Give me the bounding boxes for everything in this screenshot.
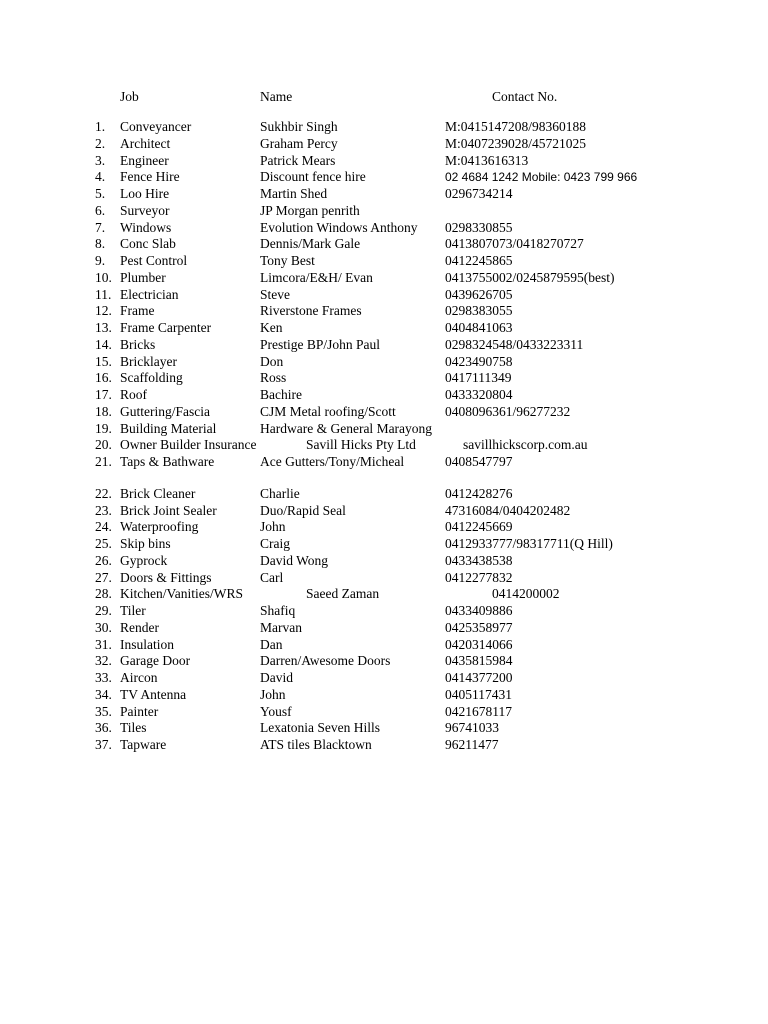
- row-number: 13.: [95, 320, 112, 335]
- row-contact: 96741033: [445, 720, 499, 736]
- row-job: Windows: [120, 219, 172, 235]
- row-job: Brick Joint Sealer: [120, 502, 217, 518]
- row-job: Frame: [120, 303, 155, 319]
- row-contact: 0414200002: [492, 586, 560, 602]
- row-name: Dennis/Mark Gale: [260, 236, 361, 252]
- row-name: Discount fence hire: [260, 169, 366, 185]
- row-contact: 0412428276: [445, 485, 513, 501]
- row-contact: M:0415147208/98360188: [445, 119, 587, 134]
- row-number: 12.: [95, 303, 112, 319]
- row-contact: 0433438538: [445, 552, 513, 568]
- contact-list: [0, 119, 768, 754]
- row-contact: 0414377200: [445, 670, 513, 685]
- row-number: 19.: [95, 420, 112, 436]
- row-job: Kitchen/Vanities/WRS: [120, 586, 243, 602]
- row-name: Bachire: [260, 387, 302, 402]
- row-number: 24.: [95, 519, 112, 535]
- row-number: 8.: [95, 236, 106, 252]
- row-contact: 0298383055: [445, 303, 513, 319]
- row-number: 16.: [95, 370, 112, 386]
- table-row: [0, 387, 768, 404]
- header-job: Job: [120, 89, 139, 104]
- row-contact: 0298324548/0433223311: [445, 336, 584, 352]
- row-job: Conc Slab: [120, 236, 176, 252]
- row-job: Architect: [120, 135, 171, 151]
- row-contact: 0412245669: [445, 519, 513, 535]
- table-row: [0, 603, 768, 620]
- row-name: Tony Best: [260, 253, 315, 268]
- row-name: Sukhbir Singh: [260, 119, 338, 134]
- row-contact: 0423490758: [445, 353, 513, 369]
- row-contact: 02 4684 1242 Mobile: 0423 799 966: [445, 170, 638, 185]
- row-name: Evolution Windows Anthony: [260, 219, 418, 235]
- table-row: [0, 687, 768, 704]
- row-name: Ace Gutters/Tony/Micheal: [260, 454, 405, 469]
- row-number: 23.: [95, 502, 112, 518]
- row-number: 18.: [95, 403, 112, 419]
- row-number: 30.: [95, 619, 112, 635]
- row-contact: 0433409886: [445, 603, 513, 618]
- row-contact: 0417111349: [445, 370, 512, 386]
- row-contact: 0412277832: [445, 569, 513, 585]
- row-name: JP Morgan penrith: [260, 202, 360, 218]
- table-row: [0, 503, 768, 520]
- row-name: Dan: [260, 636, 283, 652]
- row-name: Ross: [260, 370, 287, 386]
- row-number: 17.: [95, 387, 112, 402]
- row-number: 10.: [95, 269, 112, 285]
- table-row: [0, 553, 768, 570]
- row-name: Lexatonia Seven Hills: [260, 720, 380, 736]
- row-job: Guttering/Fascia: [120, 403, 210, 419]
- row-name: Marvan: [260, 619, 302, 635]
- row-name: Duo/Rapid Seal: [260, 502, 346, 518]
- row-job: Taps & Bathware: [120, 454, 215, 469]
- row-number: 2.: [95, 135, 106, 151]
- row-number: 37.: [95, 737, 112, 752]
- row-number: 20.: [95, 437, 112, 453]
- row-number: 31.: [95, 636, 112, 652]
- row-name: John: [260, 686, 286, 702]
- row-name: Patrick Mears: [260, 152, 336, 168]
- row-number: 27.: [95, 569, 112, 585]
- table-row: [0, 153, 768, 170]
- table-row: [0, 354, 768, 371]
- row-job: Waterproofing: [120, 519, 199, 535]
- table-row: [0, 370, 768, 387]
- row-name: David Wong: [260, 552, 329, 568]
- row-name: Saeed Zaman: [306, 586, 380, 602]
- row-name: Graham Percy: [260, 135, 338, 151]
- row-contact: M:0407239028/45721025: [445, 135, 587, 151]
- row-job: Owner Builder Insurance: [120, 437, 257, 453]
- row-job: Frame Carpenter: [120, 320, 212, 335]
- row-name: Craig: [260, 536, 290, 551]
- row-number: 15.: [95, 353, 112, 369]
- table-row: [0, 620, 768, 637]
- row-name: Darren/Awesome Doors: [260, 653, 391, 669]
- table-row: [0, 169, 768, 186]
- row-contact: 0412933777/98317711(Q Hill): [445, 536, 613, 551]
- table-row: [0, 404, 768, 421]
- row-job: Engineer: [120, 152, 169, 168]
- table-row: [0, 186, 768, 203]
- row-job: Electrician: [120, 286, 179, 302]
- row-job: Conveyancer: [120, 119, 192, 134]
- row-contact: 0412245865: [445, 253, 513, 268]
- row-name: Limcora/E&H/ Evan: [260, 269, 373, 285]
- table-row: [0, 519, 768, 536]
- row-job: Insulation: [120, 636, 174, 652]
- row-number: 21.: [95, 454, 112, 469]
- table-row: [0, 486, 768, 503]
- row-name: Carl: [260, 569, 284, 585]
- row-contact: 0413755002/0245879595(best): [445, 269, 615, 285]
- row-name: David: [260, 670, 293, 685]
- table-row: [0, 454, 768, 471]
- row-name: Steve: [260, 286, 290, 302]
- table-row: [0, 586, 768, 603]
- row-job: Roof: [120, 387, 147, 402]
- table-row: [0, 421, 768, 438]
- row-contact: 0404841063: [445, 320, 513, 335]
- table-row: [0, 653, 768, 670]
- table-row: [0, 737, 768, 754]
- row-job: Render: [120, 619, 159, 635]
- row-number: 4.: [95, 169, 106, 185]
- row-job: Pest Control: [120, 253, 188, 268]
- row-name: Charlie: [260, 485, 300, 501]
- row-name: ATS tiles Blacktown: [260, 737, 372, 752]
- row-contact: 0296734214: [445, 186, 513, 201]
- row-name: Ken: [260, 320, 283, 335]
- row-contact: 0425358977: [445, 619, 513, 635]
- row-contact: 0408096361/96277232: [445, 403, 571, 419]
- row-name: Shafiq: [260, 603, 296, 618]
- table-row: [0, 670, 768, 687]
- row-job: Brick Cleaner: [120, 485, 196, 501]
- row-number: 29.: [95, 603, 112, 618]
- table-row: [0, 637, 768, 654]
- row-job: Gyprock: [120, 552, 168, 568]
- row-job: Bricklayer: [120, 353, 177, 369]
- row-number: 34.: [95, 686, 112, 702]
- header-name: Name: [260, 89, 293, 104]
- row-name: Hardware & General Marayong: [260, 420, 433, 436]
- row-number: 1.: [95, 119, 106, 134]
- row-contact: 0298330855: [445, 219, 513, 235]
- row-contact: M:0413616313: [445, 152, 529, 168]
- row-job: Scaffolding: [120, 370, 183, 386]
- table-row: [0, 236, 768, 253]
- row-number: 35.: [95, 703, 112, 719]
- row-name: Riverstone Frames: [260, 303, 362, 319]
- row-name: John: [260, 519, 286, 535]
- table-row: [0, 536, 768, 553]
- row-job: Skip bins: [120, 536, 171, 551]
- row-name: CJM Metal roofing/Scott: [260, 403, 396, 419]
- row-number: 28.: [95, 586, 112, 602]
- row-contact: savillhickscorp.com.au: [463, 437, 588, 453]
- row-job: Surveyor: [120, 202, 170, 218]
- row-name: Savill Hicks Pty Ltd: [306, 437, 416, 453]
- row-job: Tiler: [120, 603, 146, 618]
- table-row: [0, 119, 768, 136]
- table-row: [0, 203, 768, 220]
- row-number: 7.: [95, 219, 106, 235]
- row-contact: 0413807073/0418270727: [445, 236, 584, 252]
- row-job: Aircon: [120, 670, 158, 685]
- row-number: 6.: [95, 202, 106, 218]
- table-row: [0, 253, 768, 270]
- row-number: 36.: [95, 720, 112, 736]
- table-row: [0, 270, 768, 287]
- table-row: [0, 570, 768, 587]
- row-name: Don: [260, 353, 284, 369]
- row-job: Painter: [120, 703, 159, 719]
- row-contact: 0433320804: [445, 387, 513, 402]
- row-number: 26.: [95, 552, 112, 568]
- row-number: 25.: [95, 536, 112, 551]
- table-row: [0, 337, 768, 354]
- row-number: 22.: [95, 485, 112, 501]
- table-row: [0, 287, 768, 304]
- row-number: 14.: [95, 336, 112, 352]
- row-name: Martin Shed: [260, 186, 328, 201]
- row-number: 5.: [95, 186, 106, 201]
- row-contact: 96211477: [445, 737, 499, 752]
- row-job: Plumber: [120, 269, 166, 285]
- table-row: [0, 320, 768, 337]
- row-job: Tiles: [120, 720, 147, 736]
- row-contact: 0405117431: [445, 686, 512, 702]
- row-number: 11.: [95, 286, 112, 302]
- row-number: 9.: [95, 253, 106, 268]
- header-contact: Contact No.: [492, 89, 558, 104]
- row-number: 32.: [95, 653, 112, 669]
- table-row: [0, 136, 768, 153]
- table-row: [0, 220, 768, 237]
- row-contact: 0435815984: [445, 653, 513, 669]
- row-contact: 47316084/0404202482: [445, 502, 571, 518]
- row-contact: 0439626705: [445, 286, 513, 302]
- table-row: [0, 303, 768, 320]
- row-contact: 0420314066: [445, 636, 513, 652]
- row-number: 3.: [95, 152, 106, 168]
- row-contact: 0408547797: [445, 454, 513, 469]
- table-row: [0, 704, 768, 721]
- row-job: Building Material: [120, 420, 217, 436]
- row-job: TV Antenna: [120, 686, 187, 702]
- row-job: Doors & Fittings: [120, 569, 212, 585]
- row-name: Prestige BP/John Paul: [260, 336, 381, 352]
- row-number: 33.: [95, 670, 112, 685]
- row-job: Garage Door: [120, 653, 191, 669]
- row-name: Yousf: [260, 703, 292, 719]
- row-job: Fence Hire: [120, 169, 180, 185]
- table-row: [0, 720, 768, 737]
- row-job: Bricks: [120, 336, 156, 352]
- row-job: Tapware: [120, 737, 167, 752]
- row-contact: 0421678117: [445, 703, 512, 719]
- row-job: Loo Hire: [120, 186, 170, 201]
- table-row: [0, 437, 768, 454]
